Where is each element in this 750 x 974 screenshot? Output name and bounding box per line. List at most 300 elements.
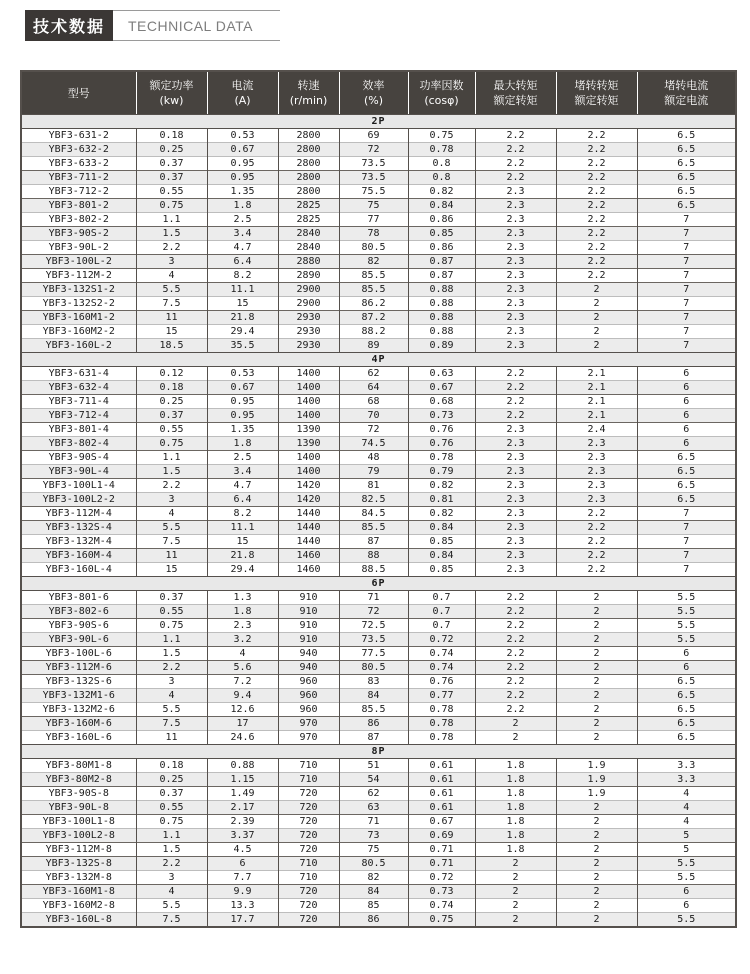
value-cell: 2.3 xyxy=(475,325,556,339)
value-cell: 6 xyxy=(637,395,736,409)
value-cell: 8.2 xyxy=(207,269,278,283)
model-cell: YBF3-160L-2 xyxy=(21,339,136,353)
model-cell: YBF3-802-2 xyxy=(21,213,136,227)
model-cell: YBF3-712-2 xyxy=(21,185,136,199)
value-cell: 2.2 xyxy=(556,507,637,521)
value-cell: 63 xyxy=(339,801,408,815)
value-cell: 720 xyxy=(278,885,339,899)
value-cell: 73.5 xyxy=(339,157,408,171)
value-cell: 4.7 xyxy=(207,241,278,255)
value-cell: 0.25 xyxy=(136,773,207,787)
value-cell: 1400 xyxy=(278,465,339,479)
model-cell: YBF3-711-2 xyxy=(21,171,136,185)
value-cell: 960 xyxy=(278,689,339,703)
value-cell: 0.75 xyxy=(136,815,207,829)
value-cell: 0.88 xyxy=(408,311,475,325)
value-cell: 2.3 xyxy=(475,507,556,521)
table-row xyxy=(21,269,736,283)
value-cell: 2.3 xyxy=(475,227,556,241)
value-cell: 3.4 xyxy=(207,227,278,241)
value-cell: 1.1 xyxy=(136,633,207,647)
value-cell: 0.61 xyxy=(408,773,475,787)
model-cell: YBF3-80M1-8 xyxy=(21,759,136,773)
value-cell: 85 xyxy=(339,899,408,913)
value-cell: 2.2 xyxy=(556,143,637,157)
value-cell: 2930 xyxy=(278,311,339,325)
table-row xyxy=(21,395,736,409)
value-cell: 2.3 xyxy=(475,493,556,507)
value-cell: 1.8 xyxy=(475,759,556,773)
value-cell: 0.55 xyxy=(136,605,207,619)
value-cell: 720 xyxy=(278,815,339,829)
value-cell: 1420 xyxy=(278,493,339,507)
value-cell: 2 xyxy=(556,283,637,297)
value-cell: 0.86 xyxy=(408,241,475,255)
value-cell: 3.37 xyxy=(207,829,278,843)
value-cell: 88 xyxy=(339,549,408,563)
value-cell: 73.5 xyxy=(339,171,408,185)
value-cell: 4 xyxy=(136,507,207,521)
value-cell: 5.5 xyxy=(136,703,207,717)
value-cell: 2 xyxy=(556,339,637,353)
table-row xyxy=(21,871,736,885)
value-cell: 2.1 xyxy=(556,381,637,395)
value-cell: 72 xyxy=(339,423,408,437)
value-cell: 2.5 xyxy=(207,213,278,227)
value-cell: 2.2 xyxy=(556,255,637,269)
value-cell: 11.1 xyxy=(207,283,278,297)
model-cell: YBF3-132S-6 xyxy=(21,675,136,689)
column-header-6: 最大转矩 额定转矩 xyxy=(475,71,556,115)
value-cell: 2 xyxy=(475,717,556,731)
value-cell: 6.5 xyxy=(637,465,736,479)
value-cell: 29.4 xyxy=(207,563,278,577)
section-label: 8P xyxy=(21,745,736,759)
value-cell: 7 xyxy=(637,297,736,311)
table-row xyxy=(21,885,736,899)
value-cell: 87.2 xyxy=(339,311,408,325)
value-cell: 2.2 xyxy=(475,619,556,633)
model-cell: YBF3-90L-4 xyxy=(21,465,136,479)
value-cell: 1.49 xyxy=(207,787,278,801)
table-row xyxy=(21,451,736,465)
model-cell: YBF3-100L-2 xyxy=(21,255,136,269)
value-cell: 4 xyxy=(136,269,207,283)
model-cell: YBF3-132M1-6 xyxy=(21,689,136,703)
value-cell: 0.88 xyxy=(408,297,475,311)
value-cell: 5.5 xyxy=(637,871,736,885)
value-cell: 6.4 xyxy=(207,255,278,269)
model-cell: YBF3-100L2-2 xyxy=(21,493,136,507)
column-header-1: 额定功率 (kw) xyxy=(136,71,207,115)
value-cell: 2800 xyxy=(278,171,339,185)
value-cell: 0.61 xyxy=(408,759,475,773)
value-cell: 0.18 xyxy=(136,381,207,395)
table-row xyxy=(21,801,736,815)
value-cell: 2.2 xyxy=(475,689,556,703)
value-cell: 5 xyxy=(637,843,736,857)
value-cell: 7.2 xyxy=(207,675,278,689)
value-cell: 2.2 xyxy=(556,199,637,213)
value-cell: 2.2 xyxy=(556,185,637,199)
value-cell: 5.5 xyxy=(637,591,736,605)
value-cell: 2.3 xyxy=(475,437,556,451)
value-cell: 0.84 xyxy=(408,549,475,563)
value-cell: 720 xyxy=(278,899,339,913)
value-cell: 2.2 xyxy=(475,395,556,409)
value-cell: 0.75 xyxy=(408,129,475,143)
value-cell: 2890 xyxy=(278,269,339,283)
value-cell: 2.3 xyxy=(556,465,637,479)
model-cell: YBF3-632-2 xyxy=(21,143,136,157)
column-header-8: 堵转电流 额定电流 xyxy=(637,71,736,115)
value-cell: 85.5 xyxy=(339,283,408,297)
value-cell: 940 xyxy=(278,647,339,661)
value-cell: 6 xyxy=(637,647,736,661)
value-cell: 1.1 xyxy=(136,213,207,227)
value-cell: 910 xyxy=(278,605,339,619)
model-cell: YBF3-802-6 xyxy=(21,605,136,619)
table-header xyxy=(21,71,736,115)
value-cell: 0.53 xyxy=(207,367,278,381)
value-cell: 13.3 xyxy=(207,899,278,913)
value-cell: 6.5 xyxy=(637,731,736,745)
value-cell: 2 xyxy=(475,857,556,871)
value-cell: 0.88 xyxy=(408,283,475,297)
value-cell: 7 xyxy=(637,213,736,227)
value-cell: 1460 xyxy=(278,563,339,577)
value-cell: 2.2 xyxy=(475,605,556,619)
value-cell: 0.86 xyxy=(408,213,475,227)
value-cell: 5.5 xyxy=(136,283,207,297)
value-cell: 6 xyxy=(637,899,736,913)
value-cell: 2.2 xyxy=(136,661,207,675)
value-cell: 2.17 xyxy=(207,801,278,815)
table-row xyxy=(21,675,736,689)
value-cell: 1400 xyxy=(278,367,339,381)
value-cell: 2.3 xyxy=(475,255,556,269)
value-cell: 2 xyxy=(556,591,637,605)
model-cell: YBF3-100L1-8 xyxy=(21,815,136,829)
value-cell: 3.2 xyxy=(207,633,278,647)
table-row xyxy=(21,633,736,647)
value-cell: 2 xyxy=(556,899,637,913)
value-cell: 17.7 xyxy=(207,913,278,928)
value-cell: 1440 xyxy=(278,535,339,549)
table-row xyxy=(21,297,736,311)
value-cell: 2800 xyxy=(278,157,339,171)
value-cell: 0.55 xyxy=(136,423,207,437)
value-cell: 6 xyxy=(637,885,736,899)
value-cell: 5.5 xyxy=(637,605,736,619)
value-cell: 0.76 xyxy=(408,423,475,437)
value-cell: 11 xyxy=(136,731,207,745)
value-cell: 81 xyxy=(339,479,408,493)
value-cell: 2.39 xyxy=(207,815,278,829)
table-row xyxy=(21,815,736,829)
value-cell: 75.5 xyxy=(339,185,408,199)
value-cell: 3.3 xyxy=(637,759,736,773)
model-cell: YBF3-633-2 xyxy=(21,157,136,171)
value-cell: 0.25 xyxy=(136,143,207,157)
value-cell: 2800 xyxy=(278,185,339,199)
table-row xyxy=(21,661,736,675)
value-cell: 0.95 xyxy=(207,409,278,423)
value-cell: 6.5 xyxy=(637,703,736,717)
table-row xyxy=(21,913,736,928)
value-cell: 0.85 xyxy=(408,563,475,577)
model-cell: YBF3-132S2-2 xyxy=(21,297,136,311)
value-cell: 2.2 xyxy=(556,227,637,241)
value-cell: 2825 xyxy=(278,199,339,213)
model-cell: YBF3-160L-8 xyxy=(21,913,136,928)
value-cell: 2.3 xyxy=(475,339,556,353)
model-cell: YBF3-90S-4 xyxy=(21,451,136,465)
value-cell: 2.3 xyxy=(475,521,556,535)
model-cell: YBF3-160M-4 xyxy=(21,549,136,563)
model-cell: YBF3-631-2 xyxy=(21,129,136,143)
value-cell: 6 xyxy=(637,661,736,675)
value-cell: 9.9 xyxy=(207,885,278,899)
model-cell: YBF3-160L-4 xyxy=(21,563,136,577)
value-cell: 1.8 xyxy=(207,605,278,619)
table-row xyxy=(21,255,736,269)
value-cell: 2 xyxy=(556,801,637,815)
value-cell: 1.9 xyxy=(556,787,637,801)
value-cell: 6.5 xyxy=(637,143,736,157)
table-row xyxy=(21,437,736,451)
model-cell: YBF3-80M2-8 xyxy=(21,773,136,787)
value-cell: 2 xyxy=(556,311,637,325)
value-cell: 1.8 xyxy=(207,199,278,213)
value-cell: 7 xyxy=(637,563,736,577)
value-cell: 2840 xyxy=(278,227,339,241)
value-cell: 15 xyxy=(136,563,207,577)
value-cell: 1.35 xyxy=(207,185,278,199)
value-cell: 6.5 xyxy=(637,451,736,465)
value-cell: 0.95 xyxy=(207,395,278,409)
table-row xyxy=(21,549,736,563)
value-cell: 2.2 xyxy=(475,381,556,395)
value-cell: 2.2 xyxy=(475,647,556,661)
section-band-2P xyxy=(21,115,736,129)
value-cell: 2.2 xyxy=(556,157,637,171)
model-cell: YBF3-112M-6 xyxy=(21,661,136,675)
table-row xyxy=(21,479,736,493)
table-row xyxy=(21,773,736,787)
value-cell: 0.88 xyxy=(207,759,278,773)
model-cell: YBF3-132M-8 xyxy=(21,871,136,885)
value-cell: 2 xyxy=(556,661,637,675)
section-title-bar xyxy=(25,10,280,41)
value-cell: 5.5 xyxy=(136,899,207,913)
value-cell: 7.7 xyxy=(207,871,278,885)
value-cell: 7.5 xyxy=(136,717,207,731)
table-row xyxy=(21,591,736,605)
table-row xyxy=(21,843,736,857)
table-row xyxy=(21,185,736,199)
model-cell: YBF3-160L-6 xyxy=(21,731,136,745)
model-cell: YBF3-801-2 xyxy=(21,199,136,213)
value-cell: 910 xyxy=(278,633,339,647)
value-cell: 1390 xyxy=(278,423,339,437)
model-cell: YBF3-632-4 xyxy=(21,381,136,395)
table-row xyxy=(21,689,736,703)
value-cell: 4 xyxy=(136,689,207,703)
value-cell: 84 xyxy=(339,885,408,899)
table-row xyxy=(21,311,736,325)
value-cell: 0.95 xyxy=(207,171,278,185)
value-cell: 0.72 xyxy=(408,633,475,647)
value-cell: 0.8 xyxy=(408,157,475,171)
value-cell: 6.5 xyxy=(637,199,736,213)
value-cell: 0.78 xyxy=(408,703,475,717)
table-row xyxy=(21,857,736,871)
value-cell: 2.4 xyxy=(556,423,637,437)
value-cell: 5.6 xyxy=(207,661,278,675)
value-cell: 0.37 xyxy=(136,409,207,423)
value-cell: 0.63 xyxy=(408,367,475,381)
table-row xyxy=(21,409,736,423)
model-cell: YBF3-631-4 xyxy=(21,367,136,381)
value-cell: 2 xyxy=(556,815,637,829)
value-cell: 0.87 xyxy=(408,255,475,269)
value-cell: 2.2 xyxy=(475,633,556,647)
value-cell: 0.61 xyxy=(408,787,475,801)
value-cell: 2.3 xyxy=(556,479,637,493)
model-cell: YBF3-712-4 xyxy=(21,409,136,423)
value-cell: 86 xyxy=(339,913,408,928)
table-row xyxy=(21,465,736,479)
value-cell: 70 xyxy=(339,409,408,423)
model-cell: YBF3-160M2-2 xyxy=(21,325,136,339)
value-cell: 0.37 xyxy=(136,157,207,171)
value-cell: 1400 xyxy=(278,409,339,423)
value-cell: 2.2 xyxy=(475,661,556,675)
value-cell: 1.1 xyxy=(136,829,207,843)
model-cell: YBF3-90S-8 xyxy=(21,787,136,801)
value-cell: 720 xyxy=(278,801,339,815)
value-cell: 6 xyxy=(637,423,736,437)
value-cell: 74.5 xyxy=(339,437,408,451)
value-cell: 710 xyxy=(278,759,339,773)
value-cell: 0.85 xyxy=(408,227,475,241)
model-cell: YBF3-802-4 xyxy=(21,437,136,451)
value-cell: 0.75 xyxy=(136,619,207,633)
column-header-7: 堵转转矩 额定转矩 xyxy=(556,71,637,115)
value-cell: 2.3 xyxy=(475,269,556,283)
model-cell: YBF3-160M1-2 xyxy=(21,311,136,325)
value-cell: 1440 xyxy=(278,521,339,535)
value-cell: 2 xyxy=(475,885,556,899)
value-cell: 82 xyxy=(339,255,408,269)
value-cell: 2.2 xyxy=(475,171,556,185)
value-cell: 2.3 xyxy=(556,451,637,465)
value-cell: 2880 xyxy=(278,255,339,269)
value-cell: 73.5 xyxy=(339,633,408,647)
value-cell: 75 xyxy=(339,843,408,857)
value-cell: 0.79 xyxy=(408,465,475,479)
value-cell: 11.1 xyxy=(207,521,278,535)
value-cell: 0.12 xyxy=(136,367,207,381)
table-row xyxy=(21,619,736,633)
value-cell: 2.2 xyxy=(136,857,207,871)
value-cell: 960 xyxy=(278,703,339,717)
value-cell: 0.78 xyxy=(408,717,475,731)
value-cell: 0.18 xyxy=(136,129,207,143)
value-cell: 62 xyxy=(339,367,408,381)
model-cell: YBF3-112M-8 xyxy=(21,843,136,857)
value-cell: 2 xyxy=(556,619,637,633)
value-cell: 72 xyxy=(339,605,408,619)
value-cell: 2.3 xyxy=(475,297,556,311)
value-cell: 2 xyxy=(556,633,637,647)
value-cell: 0.74 xyxy=(408,661,475,675)
model-cell: YBF3-132S-4 xyxy=(21,521,136,535)
value-cell: 0.75 xyxy=(136,199,207,213)
value-cell: 2.1 xyxy=(556,409,637,423)
value-cell: 0.74 xyxy=(408,647,475,661)
value-cell: 2 xyxy=(556,829,637,843)
value-cell: 2800 xyxy=(278,143,339,157)
model-cell: YBF3-132S1-2 xyxy=(21,283,136,297)
value-cell: 2.3 xyxy=(475,185,556,199)
table-row xyxy=(21,199,736,213)
value-cell: 6 xyxy=(637,381,736,395)
value-cell: 5.5 xyxy=(637,857,736,871)
value-cell: 2 xyxy=(556,857,637,871)
value-cell: 7 xyxy=(637,255,736,269)
table-row xyxy=(21,493,736,507)
value-cell: 5.5 xyxy=(637,619,736,633)
model-cell: YBF3-112M-2 xyxy=(21,269,136,283)
value-cell: 7 xyxy=(637,549,736,563)
model-cell: YBF3-160M1-8 xyxy=(21,885,136,899)
value-cell: 87 xyxy=(339,731,408,745)
value-cell: 1.8 xyxy=(207,437,278,451)
value-cell: 0.77 xyxy=(408,689,475,703)
value-cell: 0.84 xyxy=(408,521,475,535)
model-cell: YBF3-132M2-6 xyxy=(21,703,136,717)
column-header-2: 电流 (A) xyxy=(207,71,278,115)
value-cell: 2.2 xyxy=(136,241,207,255)
value-cell: 72 xyxy=(339,143,408,157)
value-cell: 0.76 xyxy=(408,437,475,451)
section-band-8P xyxy=(21,745,736,759)
value-cell: 1400 xyxy=(278,395,339,409)
title-en-label: TECHNICAL DATA xyxy=(113,10,280,41)
value-cell: 0.78 xyxy=(408,143,475,157)
value-cell: 7 xyxy=(637,325,736,339)
value-cell: 86.2 xyxy=(339,297,408,311)
value-cell: 7 xyxy=(637,507,736,521)
value-cell: 970 xyxy=(278,731,339,745)
column-header-4: 效率 (%) xyxy=(339,71,408,115)
table-row xyxy=(21,787,736,801)
value-cell: 0.82 xyxy=(408,185,475,199)
value-cell: 1460 xyxy=(278,549,339,563)
value-cell: 2.2 xyxy=(556,269,637,283)
value-cell: 2.2 xyxy=(475,703,556,717)
value-cell: 2 xyxy=(556,703,637,717)
value-cell: 970 xyxy=(278,717,339,731)
value-cell: 3 xyxy=(136,493,207,507)
value-cell: 84 xyxy=(339,689,408,703)
model-cell: YBF3-100L-6 xyxy=(21,647,136,661)
value-cell: 2900 xyxy=(278,297,339,311)
value-cell: 2.3 xyxy=(475,199,556,213)
table-row xyxy=(21,339,736,353)
